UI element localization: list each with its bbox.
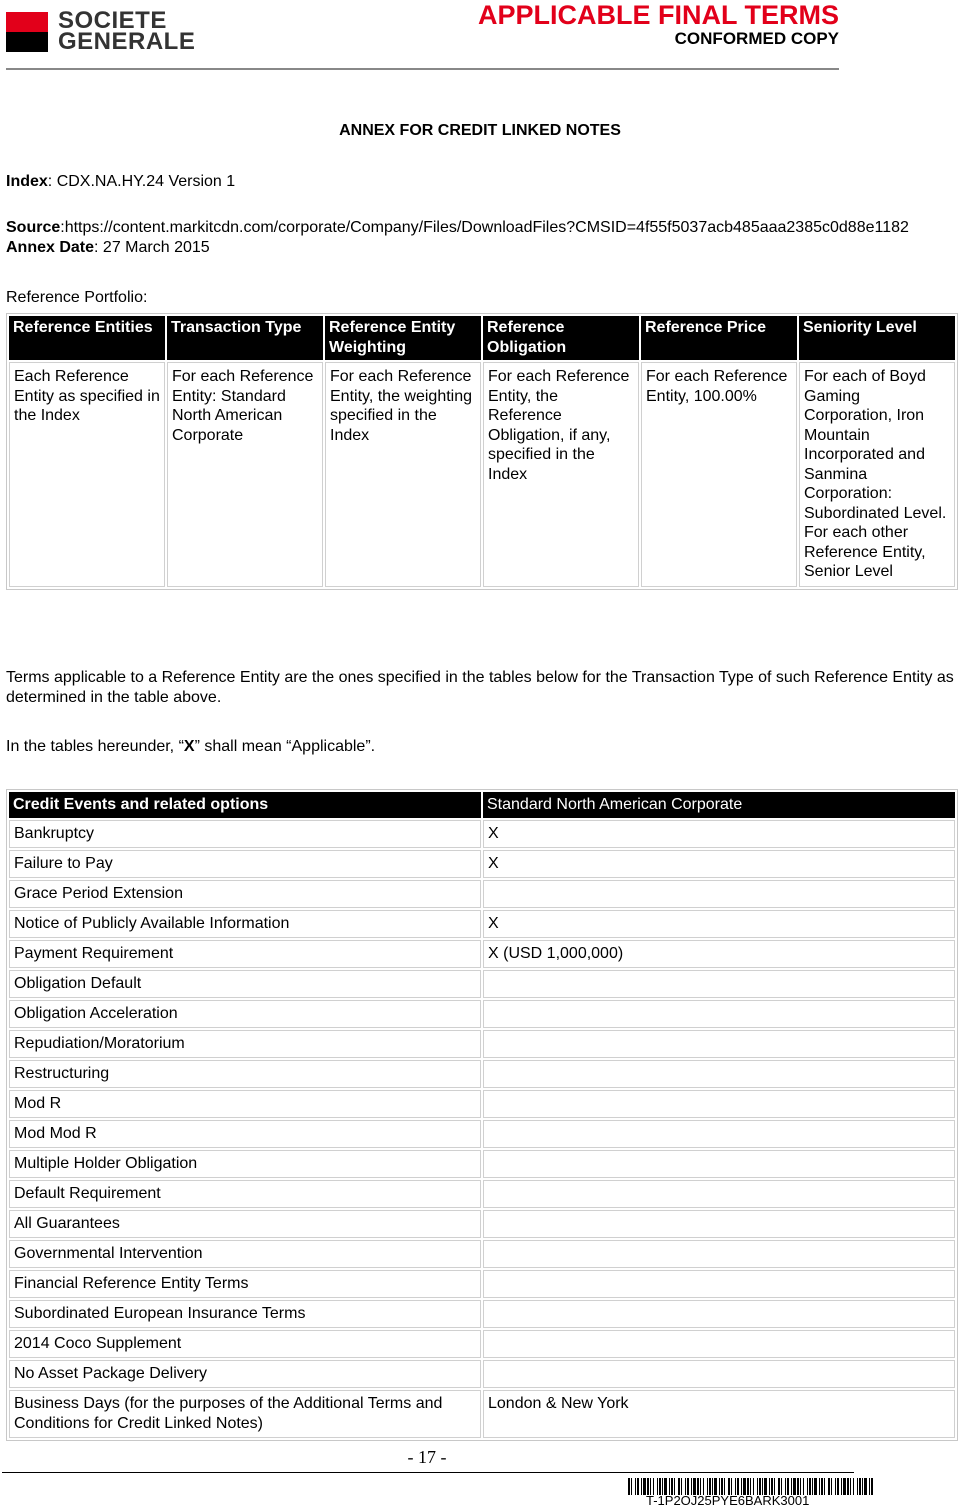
table-row [9,1240,955,1268]
societe-generale-logo [6,7,216,55]
table-row [9,880,955,908]
table-row [9,1300,955,1328]
table-row [9,1120,955,1148]
cell-transaction-type: For each Reference Entity: Standard North American Corporate [167,362,323,587]
credit-event-label: Governmental Intervention [9,1240,481,1268]
table-row [9,1180,955,1208]
x-para-before: In the tables hereunder, “ [6,738,184,755]
credit-event-value [483,1330,955,1358]
credit-event-label: 2014 Coco Supplement [9,1330,481,1358]
header-standard-north-american-corporate: Standard North American Corporate [483,792,955,818]
index-line [6,172,235,192]
source-line [6,218,909,238]
footer-divider [2,1472,854,1473]
credit-event-label: Mod Mod R [9,1120,481,1148]
annex-date-label: Annex Date [6,239,95,256]
credit-event-value [483,1030,955,1058]
table-row [9,1270,955,1298]
credit-event-value: London & New York [483,1390,955,1438]
header-reference-entity-weighting: Reference Entity Weighting [325,316,481,360]
cell-reference-entity-weighting: For each Reference Entity, the weighting specified in the Index [325,362,481,587]
table-row [9,970,955,998]
credit-event-value: X [483,850,955,878]
credit-event-label: Business Days (for the purposes of the Additional Terms and Conditions for Credit Linked Notes) [9,1390,481,1438]
cell-reference-entities: Each Reference Entity as specified in the Index [9,362,165,587]
table-row [9,910,955,938]
credit-event-label: Repudiation/Moratorium [9,1030,481,1058]
credit-event-label: Grace Period Extension [9,880,481,908]
cell-reference-obligation: For each Reference Entity, the Reference Obligation, if any, specified in the Index [483,362,639,587]
terms-paragraph: Terms applicable to a Reference Entity are the ones specified in the tables below for the Transaction Type of such Reference Entity as determined in the table above. [6,669,954,706]
x-para-after: ” shall mean “Applicable”. [194,738,376,755]
credit-event-value [483,880,955,908]
credit-event-value [483,1000,955,1028]
cell-reference-price: For each Reference Entity, 100.00% [641,362,797,587]
table-row [9,1330,955,1358]
table-row [9,1390,955,1438]
barcode-text: T-1P2OJ25PYE6BARK3001 [646,1493,810,1508]
x-definition-paragraph [6,737,958,757]
source-label: Source [6,219,61,236]
credit-event-label: Obligation Default [9,970,481,998]
table-row [9,1150,955,1178]
credit-event-label: Default Requirement [9,1180,481,1208]
header-reference-entities: Reference Entities [9,316,165,360]
logo-line-2: GENERALE [58,28,196,55]
table-row [9,362,955,587]
credit-event-label: Obligation Acceleration [9,1000,481,1028]
cell-seniority-level: For each of Boyd Gaming Corporation, Iron Mountain Incorporated and Sanmina Corporation: Subordinated Level. For each other Reference Entity, Senior Level [799,362,955,587]
table-row [9,1090,955,1118]
x-para-x: X [183,738,195,755]
document-subtitle: CONFORMED COPY [674,29,839,48]
credit-event-label: Notice of Publicly Available Information [9,910,481,938]
credit-event-value [483,1150,955,1178]
credit-event-label: No Asset Package Delivery [9,1360,481,1388]
table-header-row [9,792,955,818]
credit-event-label: Multiple Holder Obligation [9,1150,481,1178]
source-value: :https://content.markitcdn.com/corporate/Company/Files/DownloadFiles?CMSID=4f55f5037acb485aaa2385c0d88e1182 [60,219,909,236]
index-value: : CDX.NA.HY.24 Version 1 [47,173,236,190]
credit-event-value [483,1240,955,1268]
credit-events-table [6,789,958,1441]
annex-date-value: : 27 March 2015 [94,239,210,256]
credit-event-label: Bankruptcy [9,820,481,848]
credit-event-label: Failure to Pay [9,850,481,878]
credit-event-value [483,1210,955,1238]
credit-event-label: All Guarantees [9,1210,481,1238]
credit-event-value: X [483,820,955,848]
logo-mark-icon [6,12,48,52]
header-reference-price: Reference Price [641,316,797,360]
credit-event-value [483,1360,955,1388]
table-row [9,850,955,878]
credit-event-label: Subordinated European Insurance Terms [9,1300,481,1328]
credit-event-value [483,1180,955,1208]
reference-portfolio-table [6,313,958,590]
logo-wordmark [58,7,196,55]
header-transaction-type: Transaction Type [167,316,323,360]
credit-event-label: Mod R [9,1090,481,1118]
annex-date-line [6,238,210,258]
table-row [9,940,955,968]
credit-event-value [483,970,955,998]
document-title: APPLICABLE FINAL TERMS [477,0,839,30]
table-row [9,1360,955,1388]
header-divider [6,68,839,70]
credit-event-value [483,1090,955,1118]
header-credit-events: Credit Events and related options [9,792,481,818]
credit-events-body [9,820,955,1438]
credit-event-value: X [483,910,955,938]
credit-event-value [483,1300,955,1328]
credit-event-label: Financial Reference Entity Terms [9,1270,481,1298]
table-row [9,820,955,848]
table-row [9,1060,955,1088]
table-row [9,1000,955,1028]
table-row [9,1210,955,1238]
credit-event-value [483,1060,955,1088]
table-row [9,1030,955,1058]
annex-title: ANNEX FOR CREDIT LINKED NOTES [339,122,621,139]
index-label: Index [6,173,48,190]
table-header-row [9,316,955,360]
reference-portfolio-label: Reference Portfolio: [6,289,148,306]
credit-event-value [483,1120,955,1148]
header-reference-obligation: Reference Obligation [483,316,639,360]
header-seniority-level: Seniority Level [799,316,955,360]
logo-line-1: SOCIETE [58,7,167,34]
page-number: - 17 - [407,1447,447,1467]
credit-event-value: X (USD 1,000,000) [483,940,955,968]
credit-event-label: Restructuring [9,1060,481,1088]
credit-event-value [483,1270,955,1298]
credit-event-label: Payment Requirement [9,940,481,968]
